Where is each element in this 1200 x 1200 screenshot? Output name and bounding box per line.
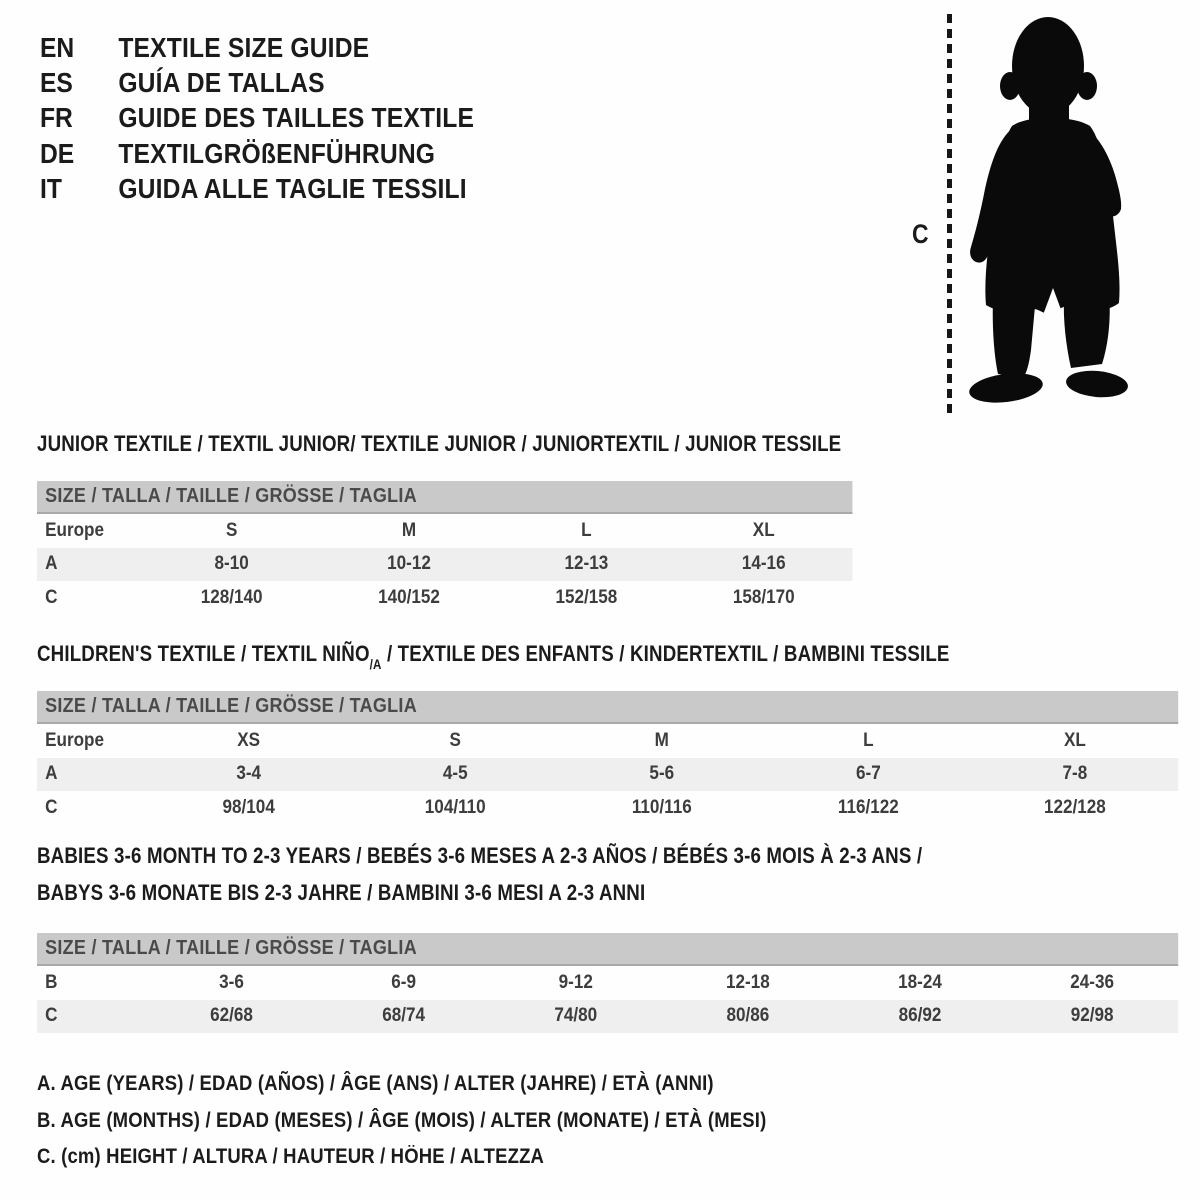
- language-row: [40, 136, 474, 171]
- language-title-list: [40, 30, 533, 207]
- size-cell: 68/74: [382, 1005, 425, 1027]
- size-cell: 3-4: [236, 763, 262, 785]
- size-cell: 5-6: [649, 763, 675, 785]
- height-dashed-line: [947, 14, 952, 418]
- babies-size-table: [37, 933, 1178, 1033]
- size-table-header-label: SIZE / TALLA / TAILLE / GRÖSSE / TAGLIA: [45, 937, 417, 959]
- size-cell: 116/122: [837, 796, 899, 818]
- language-title: GUIDA ALLE TAGLIE TESSILI: [118, 173, 467, 205]
- row-label: C: [45, 1005, 58, 1027]
- size-cell: M: [654, 729, 669, 751]
- size-cell: 14-16: [741, 553, 786, 575]
- table-row: [37, 724, 1178, 758]
- size-table-header-label: SIZE / TALLA / TAILLE / GRÖSSE / TAGLIA: [45, 695, 417, 717]
- row-label: C: [45, 796, 58, 818]
- toddler-silhouette-icon: [963, 16, 1143, 416]
- language-title: TEXTILGRÖßENFÜHRUNG: [118, 137, 436, 169]
- language-row: [40, 101, 474, 136]
- row-label: Europe: [45, 729, 105, 751]
- language-code: FR: [40, 102, 73, 134]
- size-cell: 104/110: [424, 796, 486, 818]
- babies-section-heading-line1: BABIES 3-6 MONTH TO 2-3 YEARS / BEBÉS 3-6 MESES A 2-3 AÑOS / BÉBÉS 3-6 MOIS À 2-3 ANS /: [37, 843, 923, 868]
- table-row: [37, 758, 1178, 792]
- language-code: ES: [40, 67, 73, 99]
- legend-age-years: A. AGE (YEARS) / EDAD (AÑOS) / ÂGE (ANS) / ALTER (JAHRE) / ETÀ (ANNI): [37, 1072, 714, 1096]
- children-heading-main: CHILDREN'S TEXTILE / TEXTIL NIÑO: [37, 641, 370, 666]
- size-table-header: [37, 481, 852, 514]
- legend-age-months: B. AGE (MONTHS) / EDAD (MESES) / ÂGE (MOIS) / ALTER (MONATE) / ETÀ (MESI): [37, 1108, 767, 1132]
- row-label: Europe: [45, 519, 105, 541]
- size-cell: 3-6: [219, 971, 244, 993]
- size-cell: XL: [752, 519, 775, 541]
- row-label: A: [45, 553, 58, 575]
- height-measure-label: C: [912, 219, 929, 249]
- language-title: TEXTILE SIZE GUIDE: [118, 31, 370, 63]
- size-cell: M: [401, 519, 417, 541]
- size-table-header: [37, 691, 1178, 724]
- size-cell: XS: [237, 729, 261, 751]
- size-table-header: [37, 933, 1178, 966]
- junior-section-heading: JUNIOR TEXTILE / TEXTIL JUNIOR/ TEXTILE JUNIOR / JUNIORTEXTIL / JUNIOR TESSILE: [37, 431, 842, 456]
- table-row: [37, 581, 852, 615]
- babies-section-heading-line2: BABYS 3-6 MONATE BIS 2-3 JAHRE / BAMBINI 3-6 MESI A 2-3 ANNI: [37, 880, 646, 905]
- size-cell: 8-10: [214, 553, 249, 575]
- language-code: DE: [40, 137, 75, 169]
- table-row: [37, 791, 1178, 825]
- size-cell: 74/80: [554, 1005, 598, 1027]
- language-code: IT: [40, 173, 62, 205]
- size-cell: 86/92: [898, 1005, 942, 1027]
- junior-size-table: [37, 481, 852, 615]
- size-cell: 158/170: [732, 586, 795, 608]
- size-cell: 10-12: [387, 553, 431, 575]
- size-cell: 12-13: [564, 553, 609, 575]
- size-cell: 7-8: [1062, 763, 1088, 785]
- children-heading-rest: / TEXTILE DES ENFANTS / KINDERTEXTIL / BAMBINI TESSILE: [381, 641, 950, 666]
- size-cell: 24-36: [1070, 971, 1115, 993]
- language-title: GUÍA DE TALLAS: [118, 67, 325, 99]
- table-row: [37, 1000, 1178, 1034]
- size-cell: 62/68: [210, 1005, 253, 1027]
- legend-height-cm: C. (cm) HEIGHT / ALTURA / HAUTEUR / HÖHE / ALTEZZA: [37, 1145, 545, 1169]
- children-heading-sub: /A: [369, 657, 382, 673]
- children-section-heading: [37, 641, 950, 673]
- size-cell: S: [449, 729, 461, 751]
- size-cell: L: [581, 519, 592, 541]
- size-cell: 92/98: [1070, 1005, 1114, 1027]
- language-title: GUIDE DES TAILLES TEXTILE: [118, 102, 475, 134]
- row-label: A: [45, 763, 58, 785]
- table-row: [37, 966, 1178, 1000]
- size-cell: S: [225, 519, 238, 541]
- size-cell: 12-18: [725, 971, 770, 993]
- row-label: C: [45, 586, 58, 608]
- size-cell: 80/86: [726, 1005, 770, 1027]
- size-cell: 110/116: [631, 796, 692, 818]
- size-table-header-label: SIZE / TALLA / TAILLE / GRÖSSE / TAGLIA: [45, 485, 417, 507]
- table-row: [37, 514, 852, 548]
- size-cell: 128/140: [200, 586, 263, 608]
- size-cell: 152/158: [555, 586, 618, 608]
- language-row: [40, 172, 474, 207]
- children-size-table: [37, 691, 1178, 825]
- language-row: [40, 65, 474, 100]
- size-cell: L: [863, 729, 874, 751]
- language-code: EN: [40, 31, 75, 63]
- size-cell: XL: [1063, 729, 1086, 751]
- size-cell: 140/152: [378, 586, 440, 608]
- measurement-legend: [37, 1066, 866, 1176]
- size-cell: 98/104: [222, 796, 275, 818]
- language-row: [40, 30, 474, 65]
- size-cell: 4-5: [442, 763, 468, 785]
- size-cell: 9-12: [558, 971, 593, 993]
- row-label: B: [45, 971, 58, 993]
- size-cell: 6-7: [855, 763, 881, 785]
- table-row: [37, 548, 852, 582]
- size-cell: 6-9: [391, 971, 416, 993]
- size-cell: 18-24: [898, 971, 942, 993]
- size-cell: 122/128: [1044, 796, 1106, 818]
